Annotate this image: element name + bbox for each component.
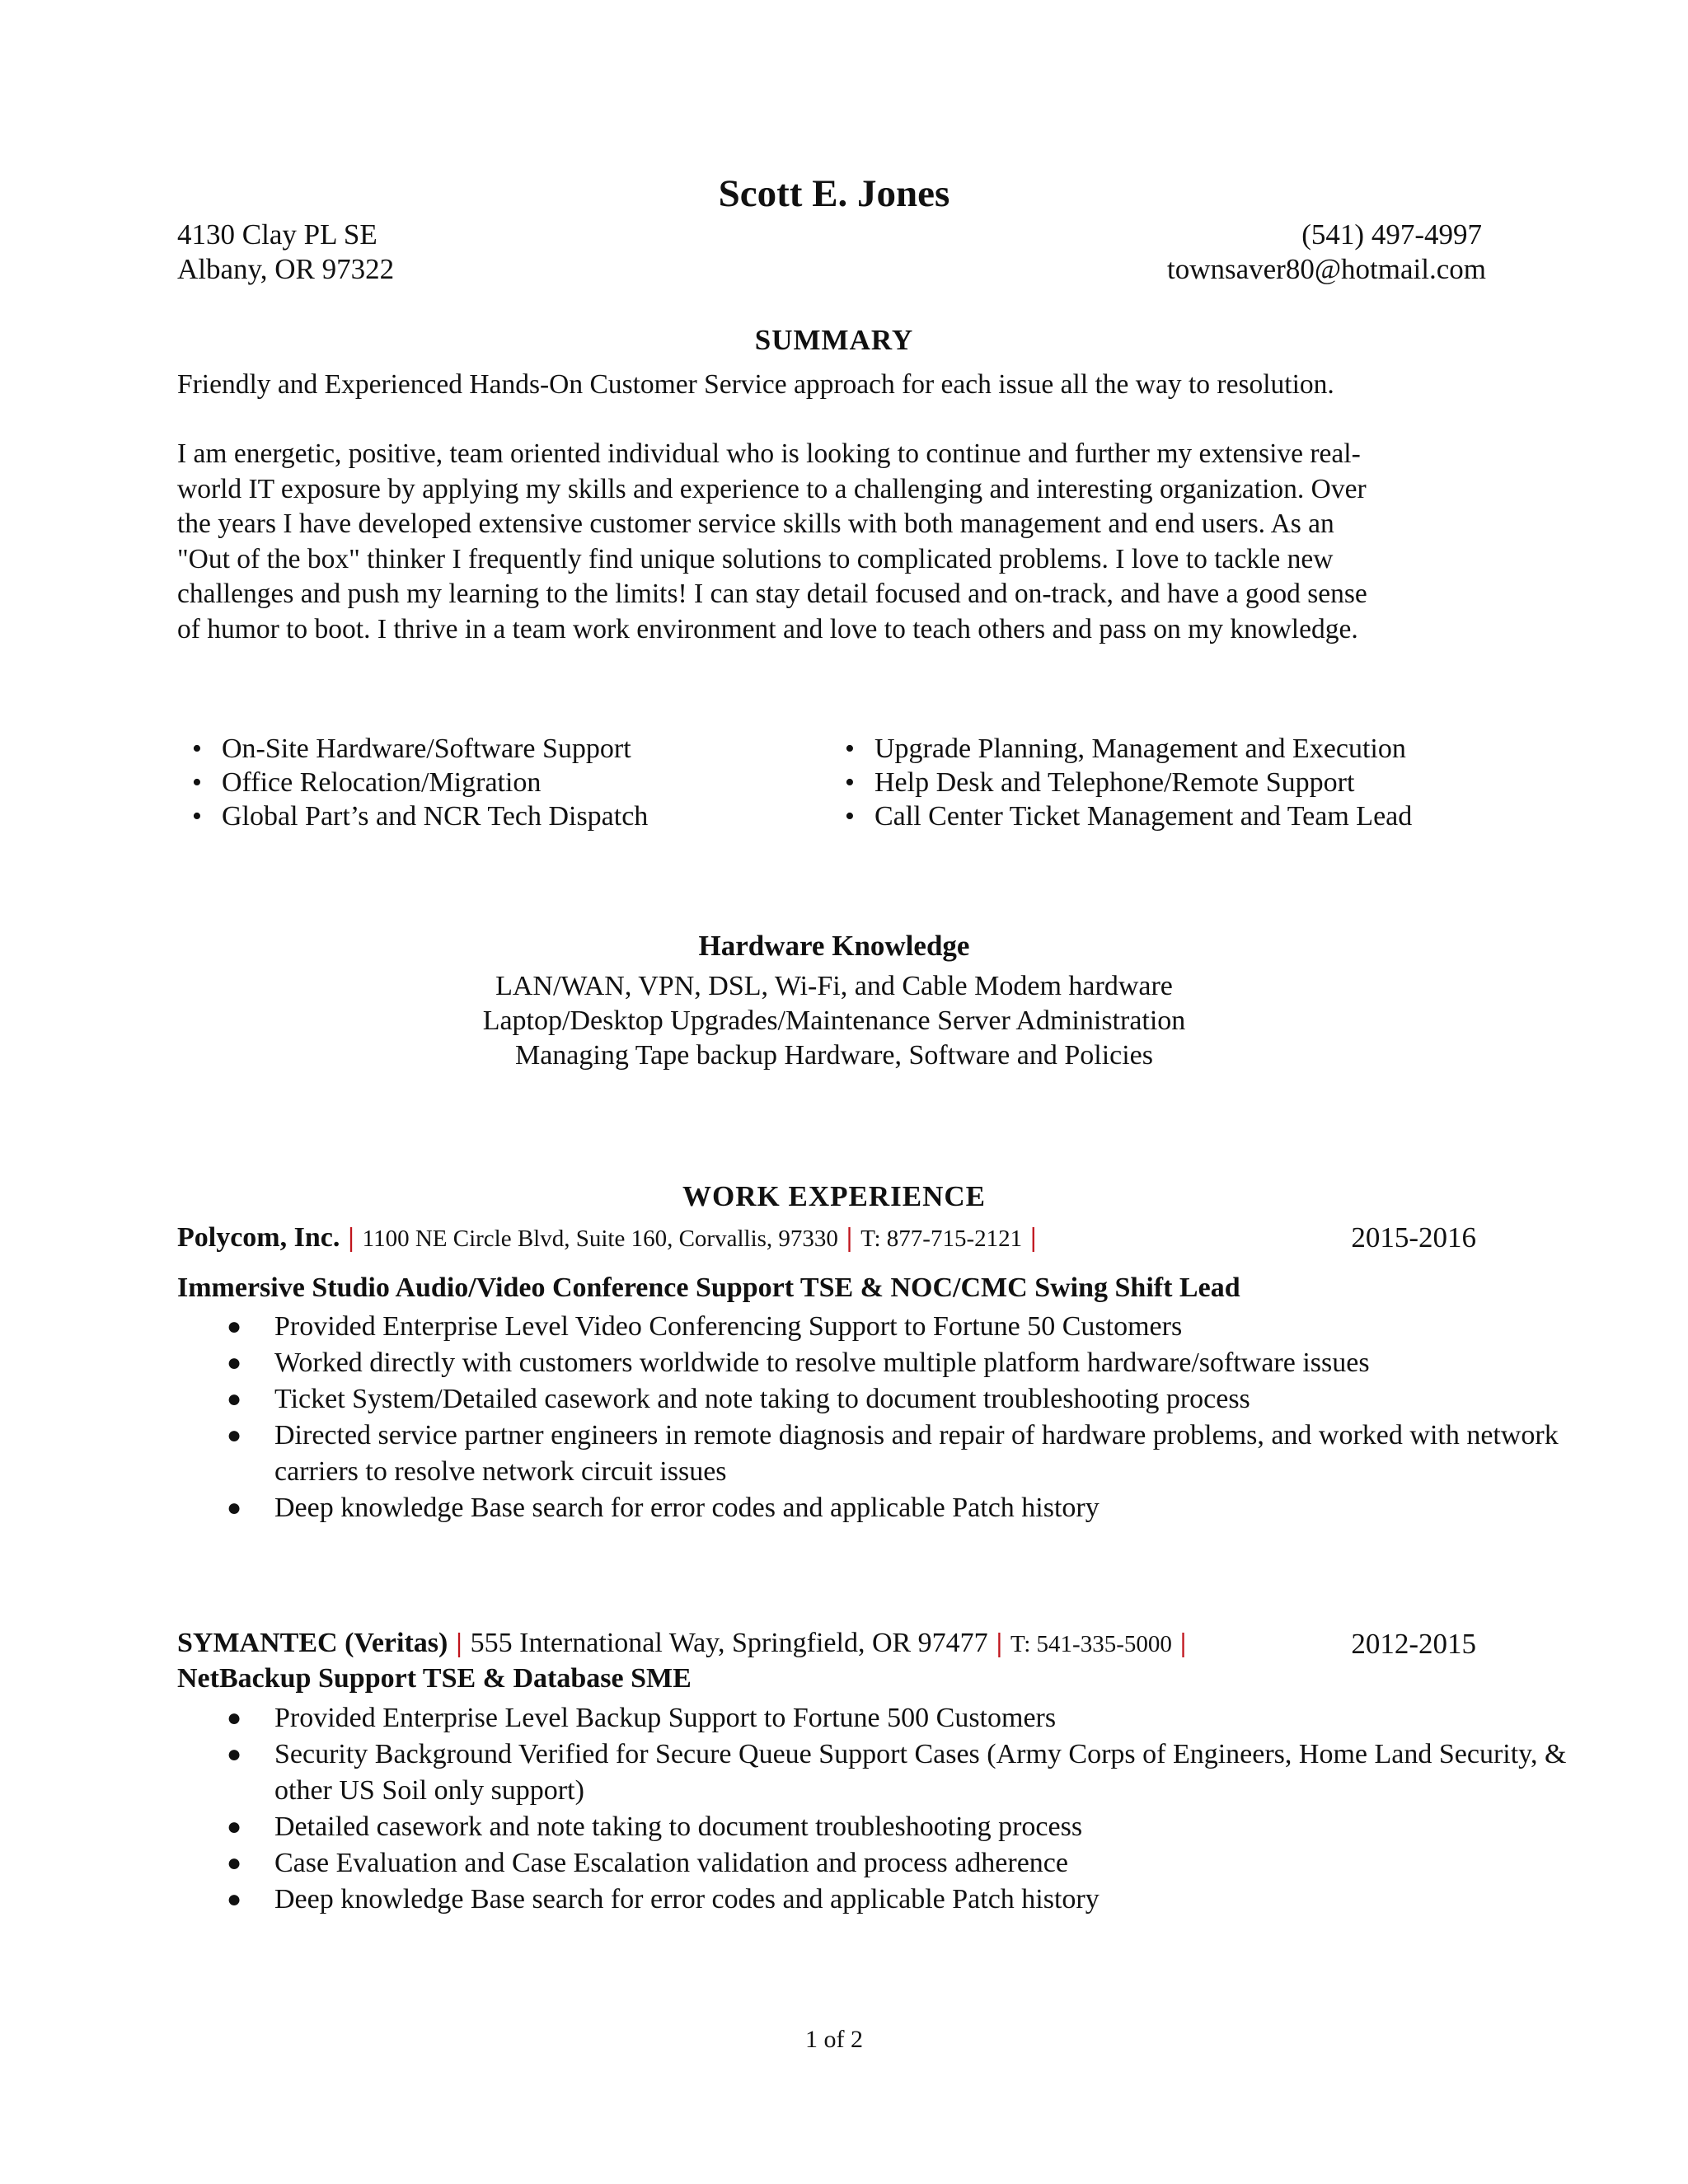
separator: |: [846, 1223, 853, 1253]
bullet-icon: ●: [227, 1385, 242, 1413]
bullet-icon: ●: [227, 1741, 242, 1768]
email-address: townsaver80@hotmail.com: [1166, 253, 1486, 285]
duty-item: ● Deep knowledge Base search for error codes and applicable Patch history: [274, 1490, 1610, 1526]
summary-line: the years I have developed extensive customer service skills with both management and end users. As an: [177, 509, 1334, 539]
page-number: 1 of 2: [805, 2026, 863, 2053]
job-duties: [227, 1700, 1610, 1918]
skills-list-left: [185, 732, 648, 833]
separator: |: [1179, 1629, 1187, 1658]
duty-item: ● Provided Enterprise Level Backup Support to Fortune 500 Customers: [274, 1700, 1610, 1736]
separator: |: [456, 1629, 462, 1658]
skill-item: • Help Desk and Telephone/Remote Support: [838, 766, 1412, 799]
separator: |: [1030, 1223, 1037, 1253]
job-role: NetBackup Support TSE & Database SME: [177, 1663, 692, 1694]
job-duties: [227, 1309, 1610, 1526]
skill-item: • Office Relocation/Migration: [185, 766, 648, 799]
summary-line: challenges and push my learning to the limits! I can stay detail focused and on-track, and have a good sense: [177, 579, 1367, 609]
bullet-icon: ●: [227, 1494, 242, 1521]
separator: |: [996, 1629, 1002, 1658]
bullet-icon: ●: [227, 1313, 242, 1340]
summary-line: "Out of the box" thinker I frequently find unique solutions to complicated problems. I love to tackle new: [177, 543, 1334, 574]
address-line-2: Albany, OR 97322: [177, 253, 395, 285]
job-header: [177, 1628, 1194, 1659]
separator: |: [348, 1223, 354, 1253]
job-role: Immersive Studio Audio/Video Conference Support TSE & NOC/CMC Swing Shift Lead: [177, 1272, 1240, 1303]
bullet-icon: ●: [227, 1886, 242, 1913]
duty-item: ● Detailed casework and note taking to document troubleshooting process: [274, 1809, 1610, 1845]
skill-item: • On-Site Hardware/Software Support: [185, 732, 648, 766]
duty-item: ● Provided Enterprise Level Video Conferencing Support to Fortune 50 Customers: [274, 1309, 1610, 1345]
duty-item: ● Ticket System/Detailed casework and note taking to document troubleshooting process: [274, 1381, 1610, 1418]
duty-item: ● Case Evaluation and Case Escalation validation and process adherence: [274, 1845, 1610, 1882]
work-experience-heading: WORK EXPERIENCE: [682, 1180, 986, 1212]
hardware-line: Managing Tape backup Hardware, Software and Policies: [514, 1040, 1153, 1071]
address-line-1: 4130 Clay PL SE: [177, 218, 377, 251]
hardware-line: Laptop/Desktop Upgrades/Maintenance Server Administration: [482, 1005, 1186, 1036]
hardware-heading: Hardware Knowledge: [698, 930, 970, 962]
summary-paragraph: [177, 437, 1496, 647]
skill-item: • Global Part’s and NCR Tech Dispatch: [185, 799, 648, 833]
job-years: 2015-2016: [1351, 1221, 1476, 1254]
summary-heading: SUMMARY: [754, 324, 914, 356]
summary-line: world IT exposure by applying my skills and experience to a challenging and interesting organization. Over: [177, 473, 1367, 504]
duty-item: ● Worked directly with customers worldwide to resolve multiple platform hardware/software issues: [274, 1345, 1610, 1381]
summary-line: I am energetic, positive, team oriented individual who is looking to continue and further my extensive real-: [177, 438, 1361, 469]
candidate-name: Scott E. Jones: [718, 172, 950, 215]
skill-item: • Upgrade Planning, Management and Execution: [838, 732, 1412, 766]
summary-line: of humor to boot. I thrive in a team work environment and love to teach others and pass on my knowledge.: [177, 613, 1358, 644]
company-name: SYMANTEC (Veritas): [177, 1628, 448, 1658]
bullet-icon: ●: [227, 1849, 242, 1877]
skill-item: • Call Center Ticket Management and Team Lead: [838, 799, 1412, 833]
company-phone: T: 877-715-2121: [860, 1226, 1023, 1252]
summary-tagline: Friendly and Experienced Hands-On Customer Service approach for each issue all the way to resolution.: [177, 369, 1334, 400]
bullet-icon: ●: [227, 1813, 242, 1840]
phone-number: (541) 497-4997: [1301, 218, 1482, 251]
job-years: 2012-2015: [1351, 1628, 1476, 1660]
hardware-line: LAN/WAN, VPN, DSL, Wi-Fi, and Cable Modem hardware: [495, 971, 1173, 1001]
job-header: [177, 1222, 1044, 1254]
duty-item: ● Directed service partner engineers in remote diagnosis and repair of hardware problems, and worked with network carriers to resolve network circuit issues: [274, 1418, 1610, 1490]
bullet-icon: ●: [227, 1349, 242, 1376]
bullet-icon: ●: [227, 1422, 242, 1449]
duty-item: ● Deep knowledge Base search for error codes and applicable Patch history: [274, 1882, 1610, 1918]
company-phone: T: 541-335-5000: [1010, 1631, 1172, 1657]
company-address: 555 International Way, Springfield, OR 97477: [470, 1628, 988, 1658]
company-name: Polycom, Inc.: [177, 1222, 340, 1253]
company-address: 1100 NE Circle Blvd, Suite 160, Corvallis, 97330: [362, 1226, 838, 1252]
bullet-icon: ●: [227, 1704, 242, 1732]
skills-list-right: [838, 732, 1412, 833]
duty-item: ● Security Background Verified for Secure Queue Support Cases (Army Corps of Engineers, Home Land Security, & other US Soil only support): [274, 1736, 1610, 1809]
